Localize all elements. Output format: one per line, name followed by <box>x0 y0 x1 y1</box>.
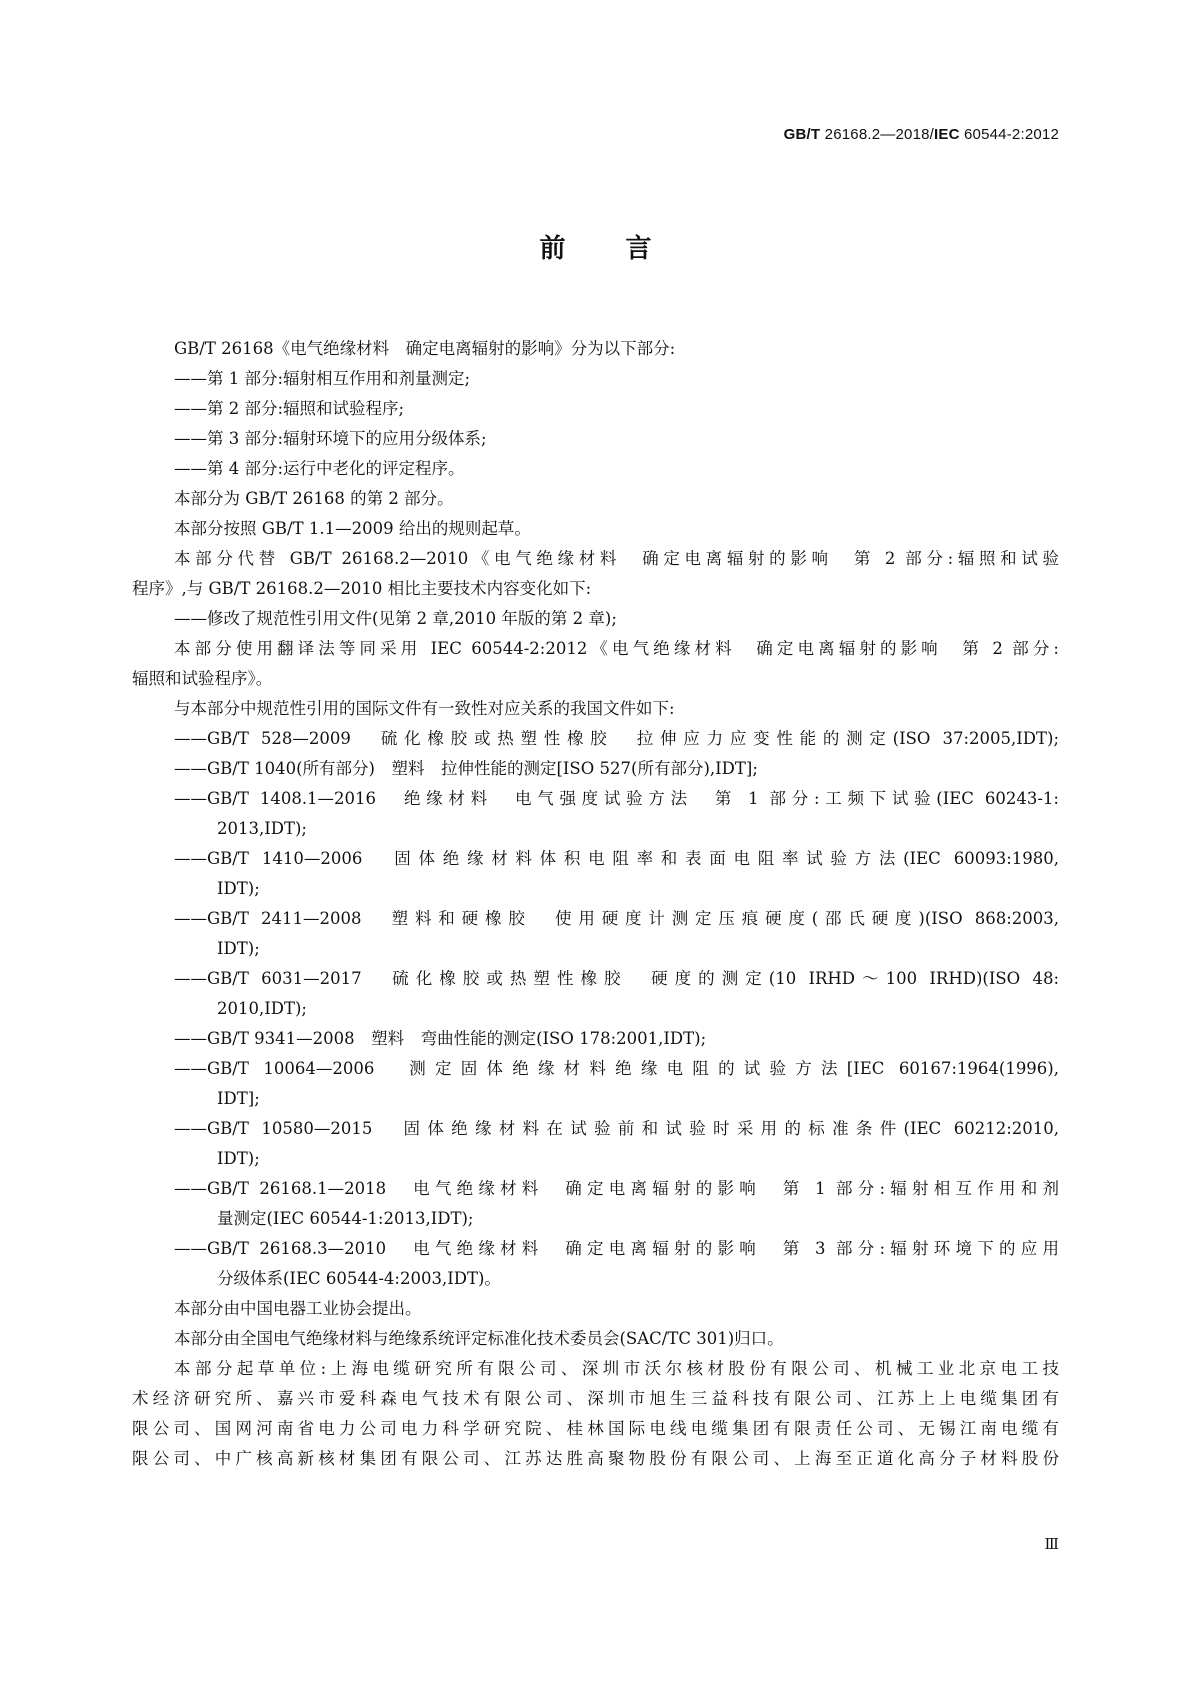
text-line: 本部分代替 GB/T 26168.2—2010《电气绝缘材料 确定电离辐射的影响 第 2 部分:辐照和试验 <box>174 549 1059 568</box>
text-line: 本部分起草单位:上海电缆研究所有限公司、深圳市沃尔核材股份有限公司、机械工业北京电工技 <box>174 1359 1059 1378</box>
text-line: 2010,IDT); <box>217 999 307 1018</box>
text-line: ——GB/T 10580—2015 固体绝缘材料在试验前和试验时采用的标准条件(IEC 60212:2010, <box>174 1119 1059 1138</box>
title-char-2: 言 <box>625 234 652 264</box>
text-line: ——GB/T 10064—2006 测定固体绝缘材料绝缘电阻的试验方法[IEC 60167:1964(1996), <box>174 1059 1059 1078</box>
text-line: ——GB/T 1040(所有部分) 塑料 拉伸性能的测定[ISO 527(所有部分),IDT]; <box>174 759 758 778</box>
text-line: ——GB/T 26168.3—2010 电气绝缘材料 确定电离辐射的影响 第 3 部分:辐射环境下的应用 <box>174 1239 1059 1258</box>
text-line: 分级体系(IEC 60544-4:2003,IDT)。 <box>217 1269 501 1288</box>
text-line: 本部分为 GB/T 26168 的第 2 部分。 <box>174 489 454 508</box>
text-line: 限公司、国网河南省电力公司电力科学研究院、桂林国际电线电缆集团有限责任公司、无锡江南电缆有 <box>132 1419 1059 1438</box>
text-line: 程序》,与 GB/T 26168.2—2010 相比主要技术内容变化如下: <box>132 579 592 598</box>
text-line: ——GB/T 2411—2008 塑料和硬橡胶 使用硬度计测定压痕硬度(邵氏硬度)(ISO 868:2003, <box>174 909 1059 928</box>
text-line: ——第 3 部分:辐射环境下的应用分级体系; <box>174 429 487 448</box>
text-line: 术经济研究所、嘉兴市爱科森电气技术有限公司、深圳市旭生三益科技有限公司、江苏上上电缆集团有 <box>132 1389 1059 1408</box>
text-line: IDT); <box>217 879 260 898</box>
header-std-prefix: GB/T <box>783 126 821 143</box>
text-line: GB/T 26168《电气绝缘材料 确定电离辐射的影响》分为以下部分: <box>174 339 676 358</box>
text-line: ——GB/T 26168.1—2018 电气绝缘材料 确定电离辐射的影响 第 1 部分:辐射相互作用和剂 <box>174 1179 1059 1198</box>
text-line: ——GB/T 528—2009 硫化橡胶或热塑性橡胶 拉伸应力应变性能的测定(ISO 37:2005,IDT); <box>174 729 1059 748</box>
text-line: 辐照和试验程序》。 <box>132 669 273 688</box>
text-line: ——修改了规范性引用文件(见第 2 章,2010 年版的第 2 章); <box>174 609 617 628</box>
text-line: ——第 1 部分:辐射相互作用和剂量测定; <box>174 369 471 388</box>
text-line: 本部分由全国电气绝缘材料与绝缘系统评定标准化技术委员会(SAC/TC 301)归口。 <box>174 1329 784 1348</box>
text-line: 量测定(IEC 60544-1:2013,IDT); <box>217 1209 474 1228</box>
page-title <box>0 228 1191 265</box>
text-line: ——GB/T 1410—2006 固体绝缘材料体积电阻率和表面电阻率试验方法(IEC 60093:1980, <box>174 849 1059 868</box>
text-line: ——GB/T 9341—2008 塑料 弯曲性能的测定(ISO 178:2001,IDT); <box>174 1029 707 1048</box>
text-line: 与本部分中规范性引用的国际文件有一致性对应关系的我国文件如下: <box>174 699 675 718</box>
text-line: ——第 4 部分:运行中老化的评定程序。 <box>174 459 465 478</box>
text-line: ——GB/T 1408.1—2016 绝缘材料 电气强度试验方法 第 1 部分:工频下试验(IEC 60243-1: <box>174 789 1059 808</box>
text-line: IDT); <box>217 1149 260 1168</box>
text-line: ——GB/T 6031—2017 硫化橡胶或热塑性橡胶 硬度的测定(10 IRHD～100 IRHD)(ISO 48: <box>174 969 1059 988</box>
header-iec-prefix: IEC <box>934 126 960 143</box>
header-iec-number: 60544-2:2012 <box>959 126 1059 143</box>
header-std-number: 26168.2—2018/ <box>820 126 935 143</box>
text-line: 本部分由中国电器工业协会提出。 <box>174 1299 422 1318</box>
foreword-body <box>132 334 1059 1474</box>
text-line: IDT]; <box>217 1089 260 1108</box>
text-line: IDT); <box>217 939 260 958</box>
page-number: Ⅲ <box>1044 1535 1059 1553</box>
text-line: 本部分按照 GB/T 1.1—2009 给出的规则起草。 <box>174 519 531 538</box>
title-char-1: 前 <box>539 234 566 264</box>
text-line: 本部分使用翻译法等同采用 IEC 60544-2:2012《电气绝缘材料 确定电离辐射的影响 第 2 部分: <box>174 639 1059 658</box>
text-line: 限公司、中广核高新核材集团有限公司、江苏达胜高聚物股份有限公司、上海至正道化高分子材料股份 <box>132 1449 1059 1468</box>
text-line: ——第 2 部分:辐照和试验程序; <box>174 399 405 418</box>
running-header <box>784 126 1059 143</box>
text-line: 2013,IDT); <box>217 819 307 838</box>
